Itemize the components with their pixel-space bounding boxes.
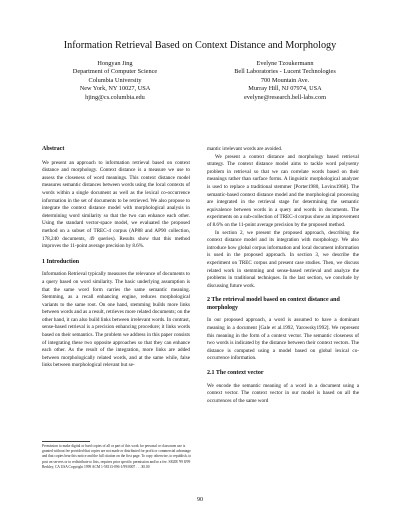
paragraph: In section 2, we present the proposed approach, describing the context distance model and its integration with morphology. We also introduce how global corpus information and local document information is used in the proposed approach. In section 3, we describe the experiment on TREC corpus and present case studies. Then, we discuss related work in stemming and sense-based retrieval and analyze the problems in traditional techniques. In the last section, we conclude by discussing future work. xyxy=(207,229,359,289)
left-column xyxy=(42,146,190,370)
author-affiliation: Bell Laboratories - Lucent Technologies xyxy=(234,68,336,76)
page-number: 90 xyxy=(197,497,203,503)
author-name: Evelyne Tzoukermann xyxy=(256,60,314,67)
abstract-heading: Abstract xyxy=(42,146,65,152)
author-affiliation: Department of Computer Science xyxy=(72,68,158,76)
footnote-rule xyxy=(42,441,90,442)
author-email: evelyne@research.bell-labs.com xyxy=(243,93,327,101)
paragraph: mantic irrelevant words are avoided. xyxy=(207,146,283,152)
section-heading-introduction: 1 Introduction xyxy=(42,258,80,265)
subsection-heading-context-vector: 2.1 The context vector xyxy=(207,370,264,377)
author-name: Hongyan Jing xyxy=(97,60,133,67)
author-block-1 xyxy=(40,60,190,102)
author-address: New York, NY 10027, USA xyxy=(79,85,151,93)
author-block-2 xyxy=(210,60,360,102)
introduction-text: Information Retrieval typically measures the relevance of documents to a query based on word similarity. The basic underlying assumption is that the same word form carries the same semantic meaning. Stemming, as a recall enhancing engine, reduces morphological variants to the same root. On one hand, stemming builds more links between words and as a result, retrieves more related documents; on the other hand, it can also build links between irrelevant words. In contrast, sense-based retrieval is a precision enhancing procedure; it links words based on their semantics. The problem we address in this paper consists of integrating these two opposite approaches so that they can enhance each other. As the result of the integration, more links are added between morphologically related words, and at the same while, false links between morphological relevant but se- xyxy=(42,271,190,369)
paper-title: Information Retrieval Based on Context Distance and Morphology xyxy=(63,40,337,51)
paragraph: We encode the semantic meaning of a word in a document using a context vector. The context vector in our model is based on all the occurrences of the same word xyxy=(207,382,359,404)
abstract-text: We present an approach to information retrieval based on context distance and morphology. Context distance is a measure we use to assess the closeness of word meanings. This context distance model measures semantic distances between words using the local contexts of words within a single document as well as the lexical co-occurrence information in the set of documents to be retrieved. We also propose to integrate the context distance model with morphological analysis in determining word similarity so that the two can enhance each other. Using the standard vector-space model, we evaluated the proposed method on a subset of TREC-4 corpus (AP88 and AP90 collection, 178,240 documents, 49 queries). Results show that this method improves the 11-point average precision by 8.6%. xyxy=(42,159,190,250)
author-email: hjing@cs.columbia.edu xyxy=(85,93,145,101)
author-address: Murray Hill, NJ 07974, USA xyxy=(248,85,322,93)
paragraph: In our proposed approach, a word is assumed to have a dominant meaning in a document [Gale et al.1992, Yarowsky1992]. We represent this meaning in the form of a context vector. The semantic closeness of two words is indicated by the distance between their context vectors. The distance is computed using a model based on global lexical co-occurrence information. xyxy=(207,317,359,362)
author-affiliation: Columbia University xyxy=(88,76,142,84)
author-address: 700 Mountain Ave. xyxy=(260,76,310,84)
paragraph: We present a context distance and morphology based retrieval strategy. The context distance model aims to tackle word polysemy problem in retrieval so that we can correlate words based on their meanings rather than surface forms. A linguistic morphological analyzer is used to replace a traditional stemmer [Porter1980, Lovins1968]. The semantic-based context distance model and the morphological processing are integrated in the retrieval stage for determining the semantic equivalence between words in a query and words in documents. The experiments on a sub-collection of TREC-4 corpus show an improvement of 8.6% on the 11-point average precision by the proposed method. xyxy=(207,153,359,228)
copyright-footnote: Permission to make digital or hard copies of all or part of this work for personal or classroom use is granted without fee provided that copies are not made or distributed for profit or commercial advantage and that copies bear this notice and the full citation on the first page. To copy otherwise, to republish, to post on servers or to redistribute to lists, requires prior specific permission and/or a fee. SIGIR '99 8/99 Berkley, CA USA Copyright 1999 ACM 1-58113-096-1/99/0007 . . . $5.00 xyxy=(42,444,192,469)
section-heading-retrieval-model: 2 The retrieval model based on context distance and morphology xyxy=(207,297,340,311)
right-column xyxy=(207,146,359,405)
